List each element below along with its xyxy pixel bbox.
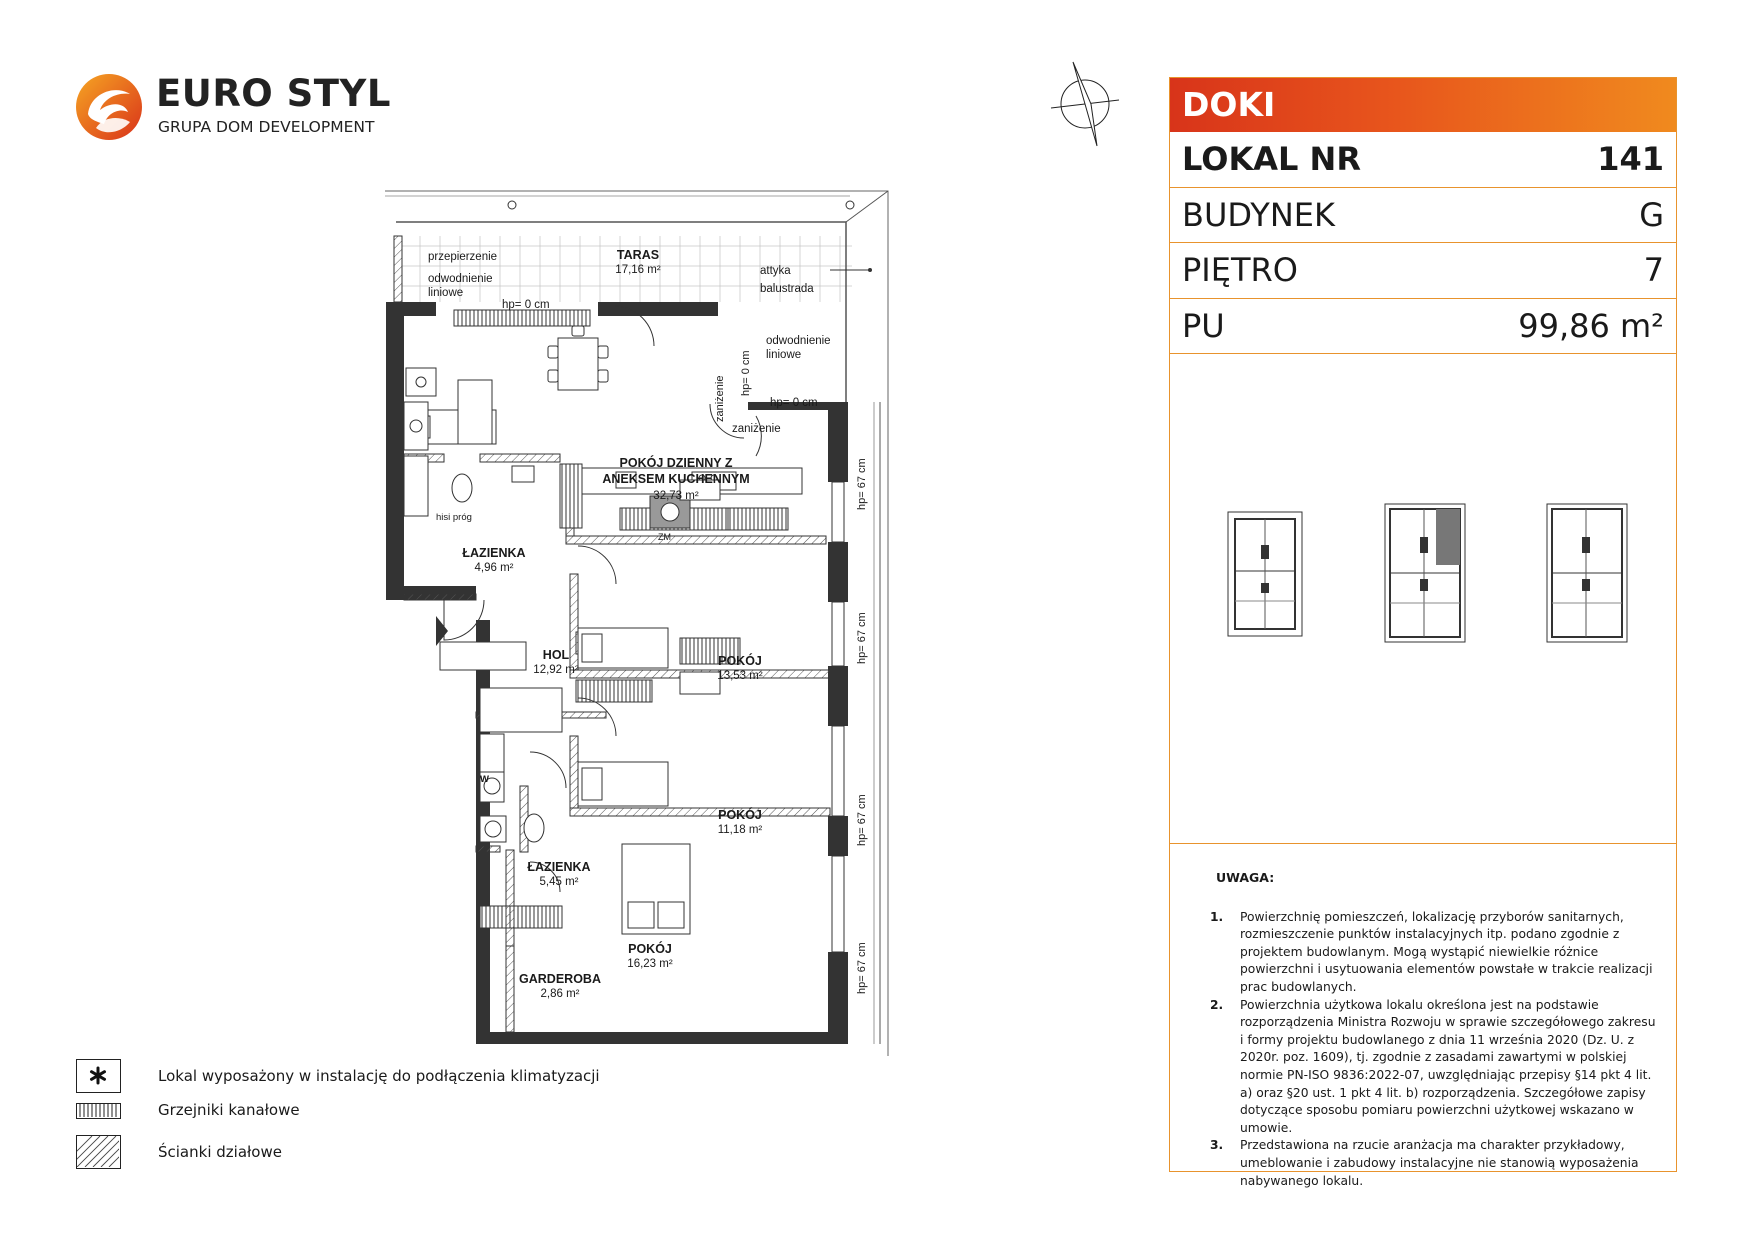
- floor-thumbnail-1: [1227, 511, 1303, 637]
- legend-text: Ścianki działowe: [158, 1143, 282, 1161]
- note-hp67-1: hp= 67 cm: [856, 458, 868, 510]
- notes-title: UWAGA:: [1216, 870, 1275, 885]
- euro-styl-logo-icon: [74, 72, 144, 142]
- brand-name: EURO STYL: [156, 72, 391, 115]
- note-hp67-2: hp= 67 cm: [856, 612, 868, 664]
- note-odwodnienie-1: odwodnienie liniowe: [428, 273, 493, 300]
- unit-info-panel: [1169, 77, 1677, 1188]
- legend: [76, 1057, 600, 1177]
- room-area-pokoj-2: 11,18 m²: [717, 824, 763, 836]
- room-name-taras: TARAS: [616, 248, 660, 262]
- row-value: G: [1639, 195, 1664, 234]
- room-name-pokoj-3: POKÓJ: [628, 942, 672, 956]
- floor-thumbnail-3: [1546, 503, 1628, 643]
- note-hp0-vertical: hp= 0 cm: [740, 350, 752, 396]
- note-hp0-taras: hp= 0 cm: [502, 299, 550, 311]
- row-key: LOKAL NR: [1182, 140, 1361, 178]
- row-value: 7: [1643, 251, 1664, 289]
- floor-plan: [380, 186, 910, 1056]
- room-name-living: POKÓJ DZIENNY Z ANEKSEM KUCHENNYM: [602, 456, 750, 486]
- row-key: PIĘTRO: [1182, 251, 1298, 289]
- row-key: PU: [1182, 306, 1225, 345]
- note-hp67-4: hp= 67 cm: [856, 942, 868, 994]
- note-w: W: [480, 774, 489, 785]
- note-hp0-right: hp= 0 cm: [770, 397, 818, 409]
- row-key: BUDYNEK: [1182, 195, 1335, 234]
- note-attyka: attyka: [760, 265, 791, 277]
- note-hisi-prog: hisi próg: [436, 512, 472, 523]
- note-zm: ZM: [658, 532, 671, 542]
- room-area-living: 32,73 m²: [653, 490, 699, 502]
- legend-item-scianki: [76, 1135, 596, 1169]
- floor-thumbnails: [1170, 354, 1676, 844]
- notes-section: [1170, 844, 1676, 1190]
- note-zanizenie-1: zaniżenie: [714, 375, 726, 422]
- row-pu: [1170, 299, 1676, 355]
- note-number: 1.: [1210, 909, 1224, 924]
- note-balustrada: balustrada: [760, 283, 814, 295]
- row-budynek: [1170, 188, 1676, 244]
- room-name-bath2: ŁAZIENKA: [527, 860, 591, 874]
- floor-plan-drawing: [380, 186, 910, 1056]
- row-lokal-nr: [1170, 132, 1676, 188]
- room-area-hol: 12,92 m²: [533, 664, 579, 676]
- room-name-pokoj-2: POKÓJ: [718, 808, 762, 822]
- note-odwodnienie-2: odwodnienie liniowe: [766, 335, 831, 362]
- project-title: DOKI: [1170, 78, 1676, 132]
- room-area-garderoba: 2,86 m²: [540, 988, 580, 1000]
- note-przepierzenie: przepierzenie: [428, 251, 498, 263]
- room-area-bath1: 4,96 m²: [474, 562, 514, 574]
- row-value: 141: [1597, 140, 1664, 178]
- room-name-bath1: ŁAZIENKA: [462, 546, 526, 560]
- room-name-hol: HOL: [542, 648, 570, 662]
- row-pietro: [1170, 243, 1676, 299]
- channel-heater-icon: [76, 1103, 121, 1119]
- note-text: Powierzchnię pomieszczeń, lokalizację przyborów sanitarnych, rozmieszczenie punktów instalacyjnych itp. podano zgodnie z projektem budowlanym. Mogą wystąpić niewielkie różnice powierzchni i usytuowania elementów powstałe w trakcie realizacji prac budowlanych.: [1240, 909, 1653, 994]
- note-number: 3.: [1210, 1138, 1224, 1153]
- room-area-pokoj-3: 16,23 m²: [627, 958, 673, 970]
- floor-thumbnail-2-highlighted: [1384, 503, 1466, 643]
- room-area-bath2: 5,45 m²: [539, 876, 579, 888]
- brand-tagline: GRUPA DOM DEVELOPMENT: [158, 118, 375, 136]
- note-text: Przedstawiona na rzucie aranżacja ma charakter przykładowy, umeblowanie i zabudowy instalacyjne nie stanowią wyposażenia nabywanego lokalu.: [1240, 1138, 1639, 1188]
- asterisk-box-icon: [76, 1059, 121, 1093]
- north-arrow-icon: [1045, 58, 1125, 150]
- note-hp67-3: hp= 67 cm: [856, 794, 868, 846]
- legend-item-grzejniki: [76, 1101, 596, 1121]
- legend-text: Lokal wyposażony w instalację do podłączenia klimatyzacji: [158, 1067, 600, 1085]
- note-item: [1210, 1137, 1656, 1190]
- row-value: 99,86 m²: [1518, 306, 1664, 345]
- brand-logo: [74, 68, 394, 148]
- note-item: [1210, 909, 1656, 997]
- note-zanizenie-2: zaniżenie: [732, 423, 781, 435]
- room-area-taras: 17,16 m²: [615, 264, 661, 276]
- note-text: Powierzchnia użytkowa lokalu określona jest na podstawie rozporządzenia Ministra Rozwoju w sprawie szczegółowego zakresu i formy projektu budowlanego z dnia 11 września 2020 (Dz. U. z 2020r. poz. 1609), tj. zgodnie z zasadami zawartymi w polskiej normie PN-ISO 9836:2022-07, uwzględniając przepisy §14 pkt 4 lit. a) oraz §20 ust. 1 pkt 4 lit. b) rozporządzenia. Szczegółowe zapisy dotyczące sposobu pomiaru powierzchni użytkowej wskazano w umowie.: [1240, 997, 1656, 1135]
- legend-item-klimatyzacja: [76, 1059, 600, 1093]
- note-number: 2.: [1210, 997, 1224, 1012]
- hatched-wall-icon: [76, 1135, 121, 1169]
- room-name-pokoj-1: POKÓJ: [718, 654, 762, 668]
- room-area-pokoj-1: 13,53 m²: [717, 670, 763, 682]
- room-name-garderoba: GARDEROBA: [519, 972, 601, 986]
- note-item: [1210, 997, 1656, 1138]
- legend-text: Grzejniki kanałowe: [158, 1101, 300, 1119]
